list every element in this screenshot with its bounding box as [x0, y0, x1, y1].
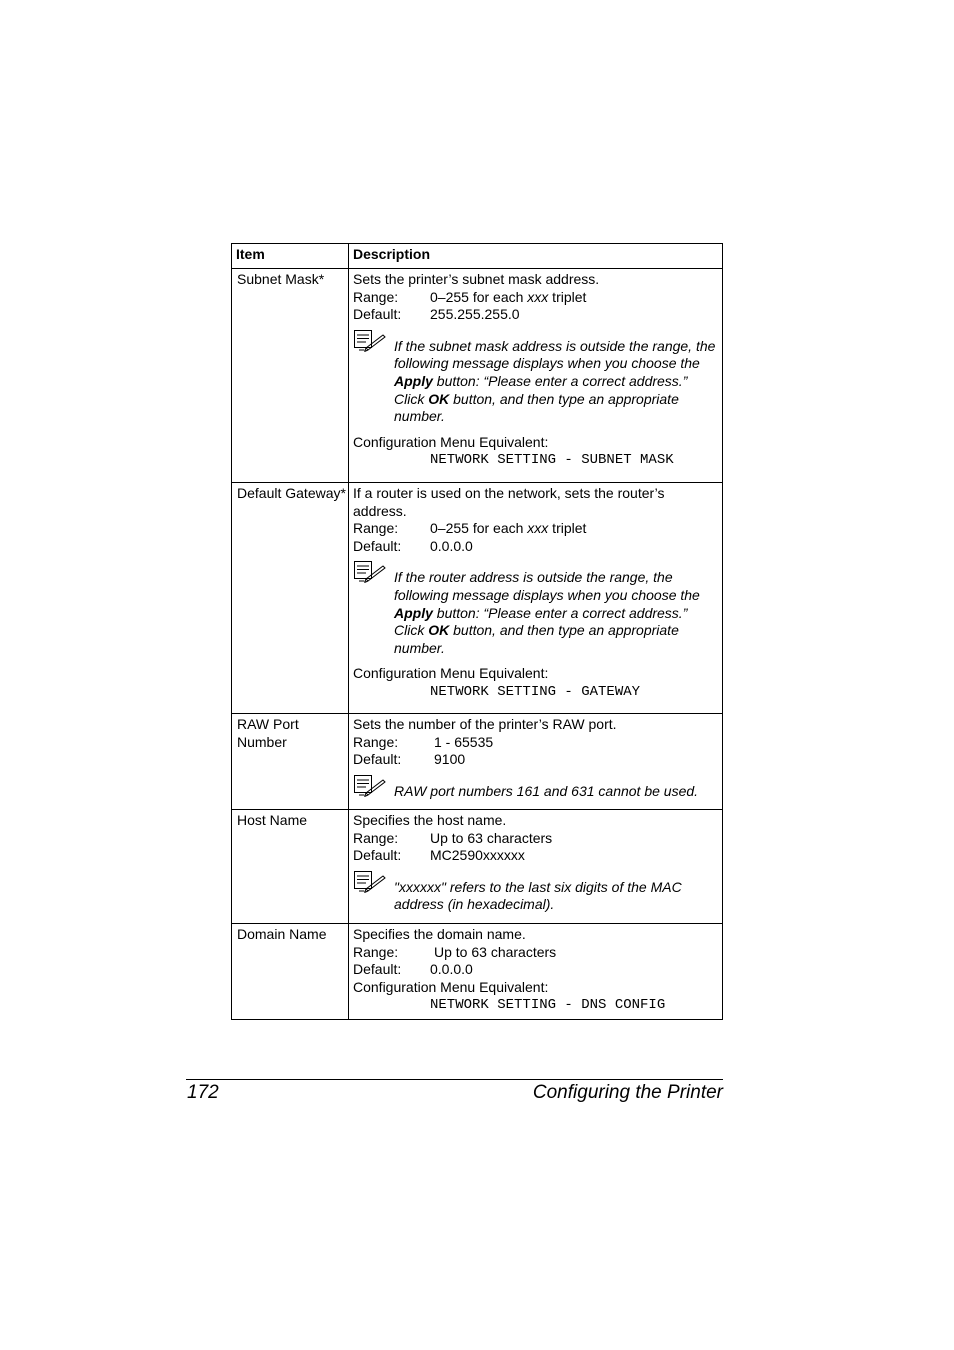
page-number: 172 — [187, 1082, 219, 1103]
item-subnet-mask: Subnet Mask* — [232, 269, 349, 483]
description-raw-port-number — [349, 714, 723, 810]
description-default-gateway — [349, 483, 723, 714]
config-value: NETWORK SETTING - SUBNET MASK — [430, 452, 674, 469]
default-line — [353, 751, 722, 769]
item-raw-port-number: RAW Port Number — [232, 714, 349, 810]
note-text: If the subnet mask address is outside the range, the following message displays when you choose the Apply button: “Please enter a correct address.” Click OK button, and then type an appropriate number. — [394, 337, 716, 425]
config-label: Configuration Menu Equivalent: — [353, 665, 549, 682]
range-line — [353, 289, 722, 307]
range-value: 0–255 for each xxx triplet — [430, 520, 587, 537]
default-label: Default: — [353, 306, 402, 323]
default-value: 0.0.0.0 — [430, 537, 473, 554]
table-row — [232, 269, 723, 483]
range-line — [353, 734, 722, 752]
default-line — [353, 961, 722, 979]
range-line — [353, 944, 722, 962]
default-line — [353, 847, 722, 865]
range-value: Up to 63 characters — [434, 943, 557, 960]
default-value: 0.0.0.0 — [430, 961, 473, 978]
item-default-gateway: Default Gateway* — [232, 483, 349, 714]
table-header-row — [232, 244, 723, 269]
table-row — [232, 924, 723, 1020]
description-domain-name — [349, 924, 723, 1020]
default-label: Default: — [353, 751, 402, 768]
config-label: Configuration Menu Equivalent: — [353, 433, 549, 450]
config-value: NETWORK SETTING - GATEWAY — [430, 683, 641, 700]
row-summary: Specifies the host name. — [353, 812, 507, 828]
table-row — [232, 714, 723, 810]
range-label: Range: — [353, 520, 399, 537]
range-value: Up to 63 characters — [430, 829, 553, 846]
header-item: Item — [232, 244, 349, 269]
default-line — [353, 306, 722, 324]
note-pencil-icon — [353, 328, 394, 354]
default-label: Default: — [353, 961, 402, 978]
note-text: "xxxxxx" refers to the last six digits of the MAC address (in hexadecimal). — [394, 878, 682, 913]
note — [353, 569, 722, 657]
note — [353, 879, 722, 914]
row-summary: If a router is used on the network, sets the router’s address. — [353, 485, 665, 519]
default-value: MC2590xxxxxx — [430, 847, 525, 864]
row-summary: Sets the number of the printer’s RAW port. — [353, 716, 617, 732]
header-description: Description — [349, 244, 723, 269]
table-row — [232, 810, 723, 924]
config-label: Configuration Menu Equivalent: — [353, 978, 549, 995]
range-label: Range: — [353, 943, 399, 960]
range-value: 0–255 for each xxx triplet — [430, 288, 587, 305]
range-label: Range: — [353, 829, 399, 846]
item-domain-name: Domain Name — [232, 924, 349, 1020]
config-value: NETWORK SETTING - DNS CONFIG — [430, 997, 666, 1014]
range-line — [353, 830, 722, 848]
note — [353, 783, 722, 801]
table-row — [232, 483, 723, 714]
note-pencil-icon — [353, 869, 394, 895]
note — [353, 338, 722, 426]
range-value: 1 - 65535 — [434, 733, 494, 750]
default-label: Default: — [353, 847, 402, 864]
description-subnet-mask — [349, 269, 723, 483]
note-text: RAW port numbers 161 and 631 cannot be used. — [394, 782, 699, 799]
note-pencil-icon — [353, 559, 394, 585]
default-value: 255.255.255.0 — [430, 306, 520, 323]
item-host-name: Host Name — [232, 810, 349, 924]
default-value: 9100 — [434, 751, 466, 768]
description-host-name — [349, 810, 723, 924]
row-summary: Sets the printer’s subnet mask address. — [353, 271, 600, 287]
settings-table — [231, 243, 723, 1020]
note-pencil-icon — [353, 773, 394, 799]
default-label: Default: — [353, 537, 402, 554]
default-line — [353, 538, 722, 556]
range-label: Range: — [353, 288, 399, 305]
range-line — [353, 520, 722, 538]
chapter-title: Configuring the Printer — [532, 1082, 723, 1103]
note-text: If the router address is outside the range, the following message displays when you choose the Apply button: “Please enter a correct address.” Click OK button, and then type an appropriate number. — [394, 569, 700, 656]
row-summary: Specifies the domain name. — [353, 926, 526, 942]
footer-rule — [186, 1079, 723, 1080]
range-label: Range: — [353, 733, 399, 750]
